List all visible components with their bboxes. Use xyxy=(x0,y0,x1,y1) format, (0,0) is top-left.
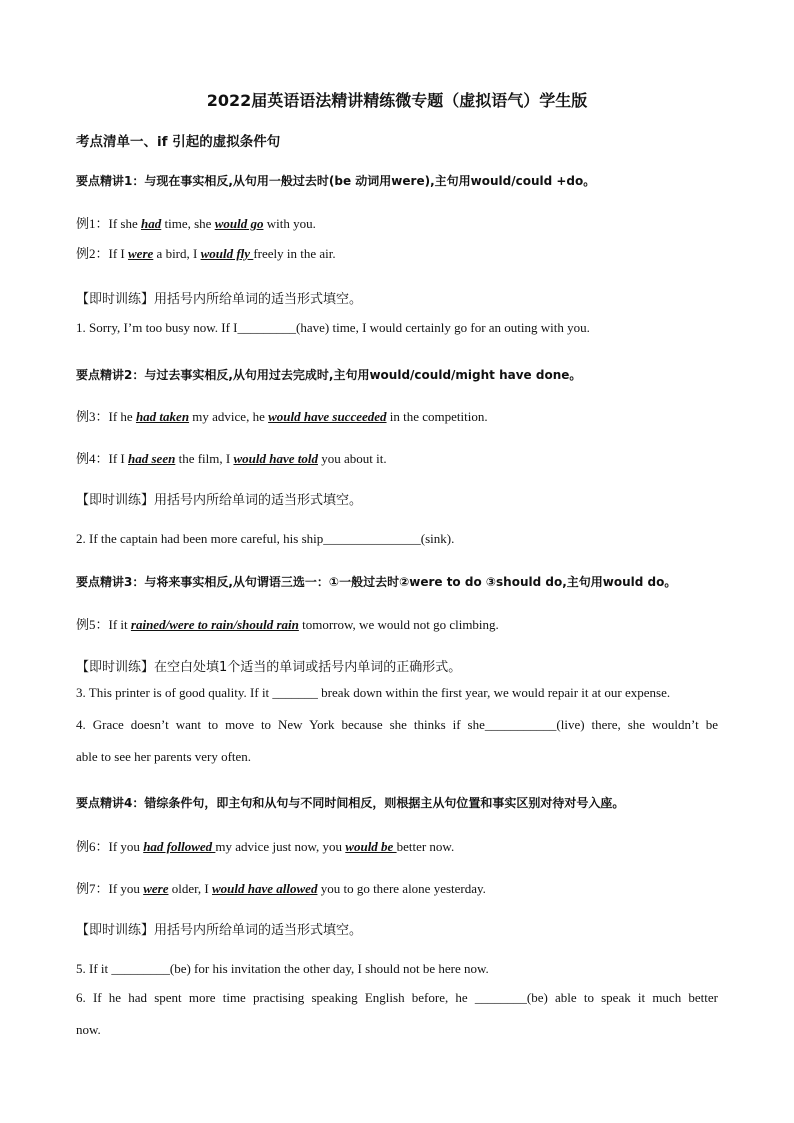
question-2: 2. If the captain had been more careful, his ship_______________(sink). xyxy=(76,531,455,546)
answer: were xyxy=(128,246,154,261)
key-point-3: 要点精讲3：与将来事实相反,从句谓语三选一：①一般过去时②were to do ③should do,主句用would do。 xyxy=(76,575,677,589)
question-5: 5. If it _________(be) for his invitation the other day, I should not be here now. xyxy=(76,961,489,976)
answer: had xyxy=(141,216,162,231)
answer: would fly xyxy=(200,246,254,261)
example-4: 例4：If I had seen the film, I would have told you about it. xyxy=(76,451,387,466)
example-label: 例4： xyxy=(76,451,109,466)
training-heading: 【即时训练】用括号内所给单词的适当形式填空。 xyxy=(76,923,363,938)
key-point-2: 要点精讲2：与过去事实相反,从句用过去完成时,主句用would/could/might have done。 xyxy=(76,368,582,382)
question-6-line-1: 6. If he had spent more time practising speaking English before, he ________(be) able to speak it much better xyxy=(76,990,718,1005)
example-7: 例7：If you were older, I would have allowed you to go there alone yesterday. xyxy=(76,881,486,896)
example-label: 例3： xyxy=(76,409,109,424)
section-heading: 考点清单一、if 引起的虚拟条件句 xyxy=(76,134,281,150)
answer: would have told xyxy=(233,451,318,466)
example-label: 例5： xyxy=(76,617,109,632)
key-point-1: 要点精讲1：与现在事实相反,从句用一般过去时(be 动词用were),主句用would/could +do。 xyxy=(76,174,596,188)
answer: had seen xyxy=(128,451,176,466)
question-4-line-1: 4. Grace doesn’t want to move to New York because she thinks if she___________(live) there, she wouldn’t be xyxy=(76,717,718,732)
answer: were xyxy=(143,881,169,896)
example-label: 例2： xyxy=(76,246,109,261)
document-title: 2022届英语语法精讲精练微专题（虚拟语气）学生版 xyxy=(206,91,588,110)
answer: had taken xyxy=(135,409,190,424)
answer: would have succeeded xyxy=(268,409,387,424)
answer: had followed xyxy=(143,839,216,854)
example-label: 例1： xyxy=(76,216,109,231)
answer: rained/were to rain/should rain xyxy=(130,617,299,632)
example-6: 例6：If you had followed my advice just now, you would be better now. xyxy=(76,839,455,854)
example-1: 例1：If she had time, she would go with you. xyxy=(76,216,316,231)
answer: would go xyxy=(214,216,264,231)
question-4-line-2: able to see her parents very often. xyxy=(76,749,252,764)
question-1: 1. Sorry, I’m too busy now. If I_________(have) time, I would certainly go for an outing with you. xyxy=(76,320,590,335)
question-3: 3. This printer is of good quality. If it _______ break down within the first year, we would repair it at our expense. xyxy=(76,685,671,700)
example-label: 例7： xyxy=(76,881,109,896)
training-heading: 【即时训练】在空白处填1个适当的单词或括号内单词的正确形式。 xyxy=(76,660,462,675)
example-label: 例6： xyxy=(76,839,109,854)
answer: would be xyxy=(345,839,397,854)
question-6-line-2: now. xyxy=(76,1022,101,1037)
training-heading: 【即时训练】用括号内所给单词的适当形式填空。 xyxy=(76,292,363,307)
key-point-4: 要点精讲4：错综条件句，即主句和从句与不同时间相反，则根据主从句位置和事实区别对待对号入座。 xyxy=(76,796,625,810)
training-heading: 【即时训练】用括号内所给单词的适当形式填空。 xyxy=(76,493,363,508)
answer: would have allowed xyxy=(212,881,318,896)
example-3: 例3：If he had taken my advice, he would have succeeded in the competition. xyxy=(76,409,488,424)
example-5: 例5：If it rained/were to rain/should rain tomorrow, we would not go climbing. xyxy=(76,617,499,632)
example-2: 例2：If I were a bird, I would fly freely in the air. xyxy=(76,246,336,261)
